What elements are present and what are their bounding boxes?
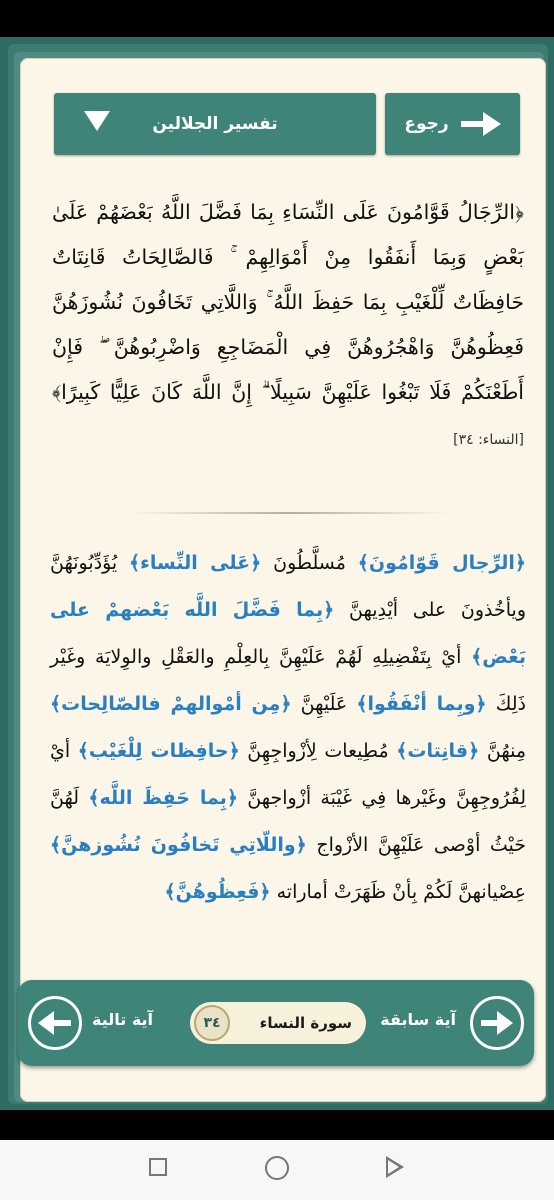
triangle-down-icon (84, 111, 110, 131)
tafsir-text (50, 540, 526, 916)
prev-ayah-label[interactable]: آية سابقة (380, 1010, 456, 1029)
tafsir-explanation: مُطِيعات لِأزْواجِهِنَّ (239, 740, 397, 762)
tafsir-selector-button[interactable] (54, 93, 376, 155)
system-nav-bar (0, 1140, 554, 1200)
bottom-nav-bar (18, 980, 534, 1066)
home-icon[interactable] (265, 1156, 289, 1180)
quran-phrase: ﴿حافِظات لِلْغَيْب﴾ (77, 740, 240, 762)
tafsir-explanation: مِنهُنَّ (479, 740, 527, 762)
top-toolbar (54, 93, 520, 155)
ayah-number: ٣٤ (194, 1005, 230, 1041)
quran-phrase: ﴿واللّاتِي تَخافُونَ نُشُوزهنَّ﴾ (50, 834, 307, 856)
quran-phrase: ﴿عَلى النِّساء﴾ (129, 552, 262, 574)
next-ayah-button[interactable] (28, 996, 82, 1050)
back-button[interactable] (385, 93, 520, 155)
prev-ayah-button[interactable] (470, 996, 524, 1050)
tafsir-title: تفسير الجلالين (152, 114, 278, 134)
quran-phrase: ﴿الرِّجال قَوّامُونَ﴾ (357, 552, 526, 574)
quran-phrase: ﴿بِما حَفِظَ اللَّه﴾ (88, 787, 238, 809)
tafsir-explanation: عِصْيانهنَّ لَكُمْ بِأنْ ظَهَرَتْ أماراته (270, 881, 526, 903)
quran-phrase: ﴿قانِتات﴾ (396, 740, 480, 762)
tafsir-explanation: يُؤَدِّبُونَهُنَّ ويأخُذونَ على أيْدِيهنَّ (50, 552, 526, 621)
back-triangle-icon[interactable] (386, 1156, 404, 1178)
tafsir-explanation: أيْ لِفُرُوجِهِنَّ وغَيْرها فِي غَيْبَة أزْواجهنَّ (50, 740, 526, 809)
arrow-right-icon (497, 1011, 513, 1035)
tafsir-explanation: عَلَيْهِنَّ (291, 693, 357, 715)
divider (130, 512, 450, 514)
quran-phrase: ﴿بِما فَضَّلَ اللَّه بَعْضهمْ على بَعْض﴾ (50, 599, 526, 668)
surah-badge[interactable] (190, 1002, 366, 1044)
quran-phrase: ﴿مِن أمْوالهمْ فالصّالِحات﴾ (50, 693, 292, 715)
tafsir-explanation: أيْ بِتَفْضِيلِهِ لَهُمْ عَلَيْهِنَّ بِالعِلْمِ والعَقْلِ والوِلايَة وغَيْر ذَلِكَ (50, 646, 526, 715)
tafsir-explanation: لَهُنَّ حَيْثُ أوْصى عَلَيْهِنَّ الأزْواج (50, 787, 527, 856)
arrow-right-icon (461, 112, 501, 136)
verse-text (52, 190, 524, 463)
recents-icon[interactable] (149, 1158, 167, 1176)
quran-phrase: ﴿فَعِظُوهُنَّ﴾ (164, 881, 271, 903)
verse-reference: [النساء: ٣٤] (453, 432, 524, 448)
next-ayah-label[interactable]: آية تالية (92, 1010, 154, 1029)
verse-body: ﴿الرِّجَالُ قَوَّامُونَ عَلَى النِّسَاءِ بِمَا فَضَّلَ اللَّهُ بَعْضَهُمْ عَلَىٰ بَعْضٍ وَبِمَا أَنفَقُوا مِنْ أَمْوَالِهِمْ ۚ فَالصَّالِحَاتُ قَانِتَاتٌ حَافِظَاتٌ لِّلْغَيْبِ بِمَا حَفِظَ اللَّهُ ۚ وَاللَّاتِي تَخَافُونَ نُشُوزَهُنَّ فَعِظُوهُنَّ وَاهْجُرُوهُنَّ فِي الْمَضَاجِعِ وَاضْرِبُوهُنَّ ۖ فَإِنْ أَطَعْنَكُمْ فَلَا تَبْغُوا عَلَيْهِنَّ سَبِيلًا ۗ إِنَّ اللَّهَ كَانَ عَلِيًّا كَبِيرًا﴾ (52, 200, 524, 404)
surah-name: سورة النساء (259, 1014, 352, 1032)
tafsir-explanation: مُسلَّطُونَ (261, 552, 358, 574)
quran-phrase: ﴿وبِما أنْفَقُوا﴾ (356, 693, 487, 715)
back-label: رجوع (404, 114, 449, 134)
page (20, 58, 546, 1102)
